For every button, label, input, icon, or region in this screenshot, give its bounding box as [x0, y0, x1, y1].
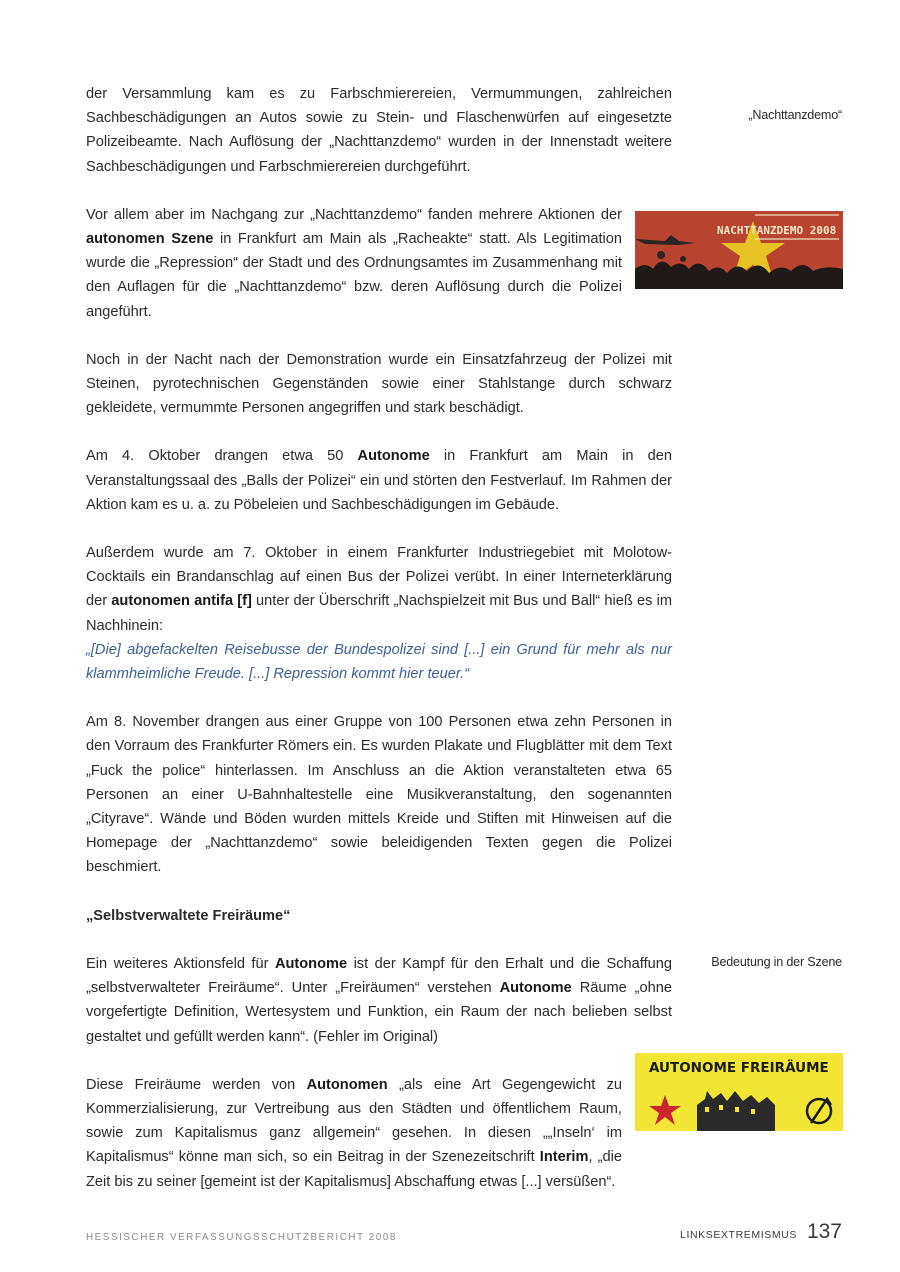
paragraph-4: Am 4. Oktober drangen etwa 50 Autonome in Frankfurt am Main in den Veranstaltungssaal des „Balls der Polizei“ ein und störten den Festverlauf. Im Rahmen der Aktion kam es u. a. zu Pöbeleien und Sachbeschädigungen im Gebäude. [86, 448, 672, 513]
freiraeume-title-text: AUTONOME FREIRÄUME [649, 1060, 829, 1076]
paragraph-1: der Versammlung kam es zu Farbschmierereien, Vermummungen, zahlreichen Sachbeschädigungen an Autos sowie zu Stein- und Flaschenwürfen auf eingesetzte Polizeibeamte. Nach Auflösung der „Nachttanzdemo“ wurden in der Innenstadt weitere Sachbeschädigungen und Farbschmierereien durchgeführt. [86, 86, 672, 175]
footer-right [680, 1220, 842, 1244]
nachttanzdemo-poster-image [635, 211, 843, 289]
paragraph-6: Am 8. November drangen aus einer Gruppe von 100 Personen etwa zehn Personen in den Vorraum des Frankfurter Römers ein. Es wurden Plakate und Flugblätter mit dem Text „Fuck the police“ hinterlassen. Im Anschluss an die Aktion veranstalteten etwa 65 Personen an einer U-Bahnhaltestelle eine Musikveranstaltung, den sogenannten „Cityrave“. Wände und Böden wurden mittels Kreide und Stiften mit Hinweisen auf die Homepage der „Nachttanzdemo“ sowie beleidigenden Texten gegen die Polizei beschmiert. [86, 714, 672, 876]
quote-interneterklaerung: „[Die] abgefackelten Reisebusse der Bundespolizei sind [...] ein Grund für mehr als nur klammheimliche Freude. [...] Repression kommt hier teuer.“ [86, 641, 672, 683]
sidenote-nachttanzdemo: „Nachttanzdemo“ [748, 108, 842, 122]
section-heading: „Selbstverwaltete Freiräume“ [86, 907, 291, 924]
paragraph-3: Noch in der Nacht nach der Demonstration wurde ein Einsatzfahrzeug der Polizei mit Steinen, pyrotechnischen Gegenständen sowie einer Stahlstange durch schwarz gekleidete, vermummte Personen angegriffen und stark beschädigt. [86, 351, 672, 417]
page-number: 137 [806, 1220, 842, 1243]
term-autonomen-antifa: autonomen antifa [f] [111, 593, 252, 610]
term-autonome: Autonome [357, 448, 430, 465]
term-autonome-szene: autonomen Szene [86, 231, 214, 248]
paragraph-5: Außerdem wurde am 7. Oktober in einem Frankfurter Industriegebiet mit Molotow-Cocktails ein Brandanschlag auf einen Bus der Polizei verübt. In einer Interneterklärung der autonomen antifa [f] unter der Überschrift „Nachspielzeit mit Bus und Ball“ hieß es im Nachhinein: [86, 545, 672, 634]
autonome-freiraeume-image [635, 1053, 843, 1131]
paragraph-2: Vor allem aber im Nachgang zur „Nachttanzdemo“ fanden mehrere Aktionen der autonomen Szene in Frankfurt am Main als „Racheakte“ statt. Als Legitimation wurde die „Repression“ der Stadt und des Ordnungsamtes im Zusammenhang mit den Auflagen für die „Nachttanzdemo“ bzw. deren Auflösung durch die Polizei angeführt. [86, 206, 622, 320]
paragraph-8: Diese Freiräume werden von Autonomen „als eine Art Gegengewicht zu Kommerzialisierung, zur Vertreibung aus den Städten und öffentlichem Raum, sowie zum Kapitalismus ganz allgemein“ gesehen. In diesen „„Inseln‘ im Kapitalismus“ könne man sich, so ein Beitrag in der Szenezeitschrift Interim, „die Zeit bis zu seiner [gemeint ist der Kapitalismus] Abschaffung etwas [...] versüßen“. [86, 1076, 622, 1190]
footer-publication-title: HESSISCHER VERFASSUNGSSCHUTZBERICHT 2008 [86, 1232, 397, 1243]
main-text-column [86, 82, 672, 1218]
poster-title-text: NACHTTANZDEMO 2008 [717, 224, 837, 237]
sidenote-bedeutung: Bedeutung in der Szene [711, 955, 842, 969]
paragraph-7: Ein weiteres Aktionsfeld für Autonome ist der Kampf für den Erhalt und die Schaffung „selbstverwalteter Freiräume“. Unter „Freiräumen“ verstehen Autonome Räume „ohne vorgefertigte Definition, Wertesystem und Funktion, ein Raum der nach belieben selbst gestaltet und gefüllt werden kann“. (Fehler im Original) [86, 955, 673, 1045]
footer-section-label: LINKSEXTREMISMUS [680, 1229, 797, 1241]
